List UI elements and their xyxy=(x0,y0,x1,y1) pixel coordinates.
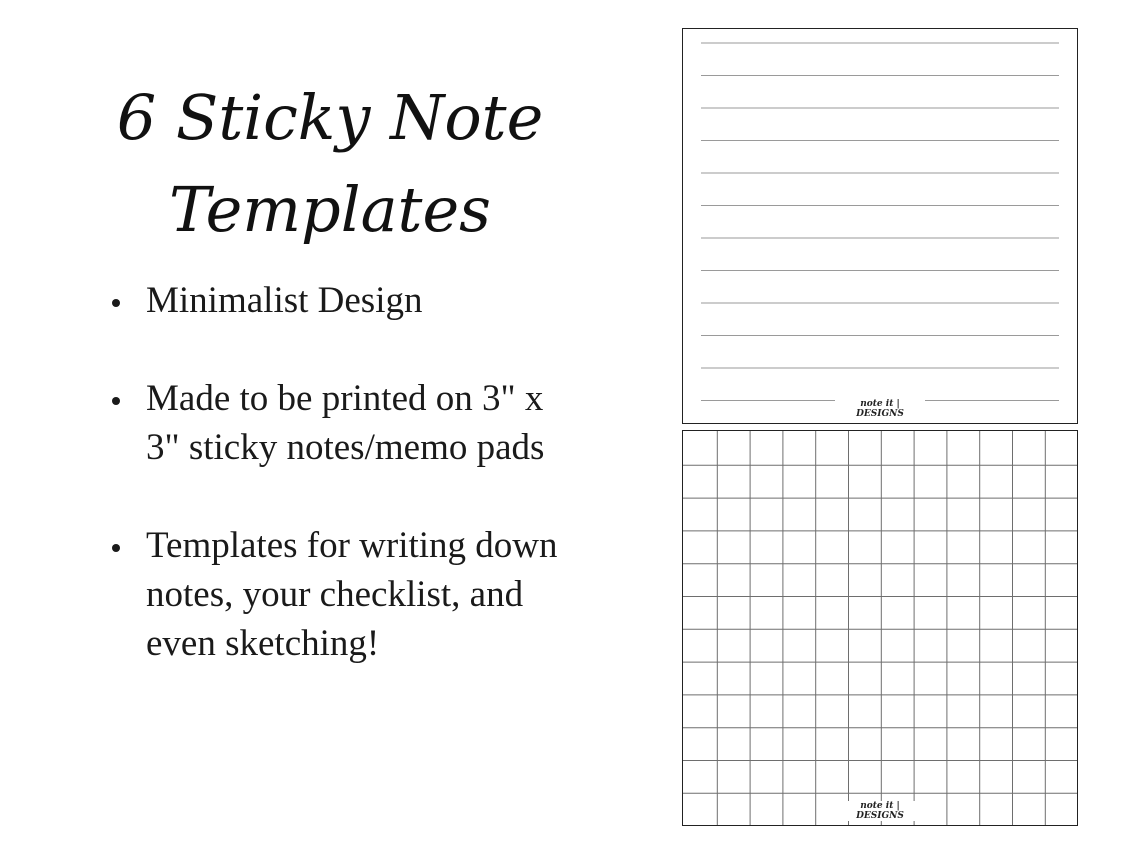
title-line-1: 6 Sticky Note xyxy=(116,81,544,154)
lined-note-brand: note it | DESIGNS xyxy=(835,399,925,419)
feature-list xyxy=(108,276,578,717)
grid-note-template xyxy=(682,430,1078,826)
lined-note-lines xyxy=(683,29,1078,424)
feature-item-uses: Templates for writing down notes, your checklist, and even sketching! xyxy=(108,521,578,668)
page-title xyxy=(60,72,600,256)
feature-item-print-size: Made to be printed on 3" x 3" sticky notes/memo pads xyxy=(108,374,578,472)
title-line-2: Templates xyxy=(169,173,491,246)
feature-item-minimalist: Minimalist Design xyxy=(108,276,578,325)
lined-note-template xyxy=(682,28,1078,424)
grid-note-brand: note it | DESIGNS xyxy=(835,801,925,821)
grid-note-lines xyxy=(683,431,1078,826)
